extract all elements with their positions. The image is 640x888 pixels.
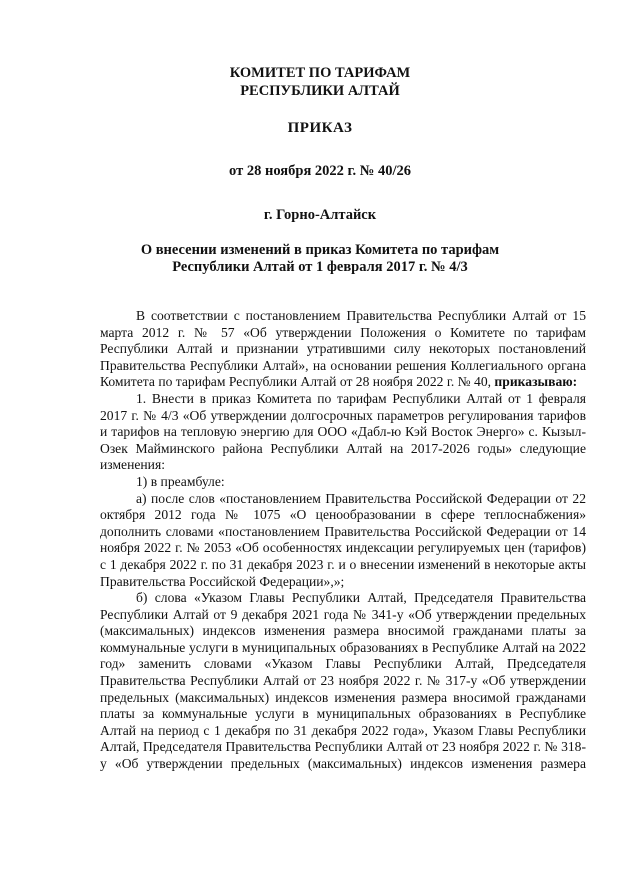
- order-keyword: приказываю:: [494, 374, 578, 390]
- paragraph-item-1: 1. Внести в приказ Комитета по тарифам Республики Алтай от 1 февраля 2017 г. № 4/3 «Об утверждении долгосрочных параметров регулирования тарифов и тарифов на тепловую энергию для ООО «Дабл-ю Кэй Восток Энерго» с. Кызыл-Озек Майминского района Республики Алтай на 2017-2026 годы» следующие изменения:: [100, 390, 586, 473]
- document-title: [0, 242, 640, 276]
- paragraph-subitem-a: а) после слов «постановлением Правительства Российской Федерации от 22 октября 2012 года № 1075 «О ценообразовании в сфере теплоснабжения» дополнить словами «постановлением Правительства Российской Федерации от 14 ноября 2022 г. № 2053 «Об особенностях индексации регулируемых цен (тарифов) с 1 декабря 2022 г. по 31 декабря 2023 г. и о внесении изменений в некоторые акты Правительства Российской Федерации»,»;: [100, 490, 586, 589]
- paragraph-subitem-1: 1) в преамбуле:: [136, 473, 225, 489]
- title-line-2: Республики Алтай от 1 февраля 2017 г. № 4/3: [172, 259, 468, 275]
- document-type: ПРИКАЗ: [287, 120, 353, 136]
- paragraph-preamble: [100, 308, 586, 391]
- org-line-1: КОМИТЕТ ПО ТАРИФАМ: [229, 65, 411, 81]
- date-and-number: от 28 ноября 2022 г. № 40/26: [229, 163, 411, 179]
- paragraph-subitem-b: б) слова «Указом Главы Республики Алтай, Председателя Правительства Республики Алтай от 9 декабря 2021 года № 341-у «Об утверждении предельных (максимальных) индексов изменения размера вносимой гражданами платы за коммунальные услуги в муниципальных образованиях в Республике Алтай на 2022 год» заменить словами «Указом Главы Республики Алтай, Председателя Правительства Республики Алтай от 23 ноября 2022 г. № 317-у «Об утверждении предельных (максимальных) индексов изменения размера вносимой гражданами платы за коммунальные услуги в муниципальных образованиях в Республике Алтай на период с 1 декабря по 31 декабря 2022 года», Указом Главы Республики Алтай, Председателя Правительства Республики Алтай от 23 ноября 2022 г. № 318-у «Об утверждении предельных (максимальных) индексов изменения размера: [100, 590, 586, 772]
- document-body: [100, 308, 586, 773]
- issuing-organization: [0, 64, 640, 100]
- title-line-1: О внесении изменений в приказ Комитета по тарифам: [140, 242, 500, 258]
- city: г. Горно-Алтайск: [263, 207, 377, 223]
- org-line-2: РЕСПУБЛИКИ АЛТАЙ: [240, 83, 400, 99]
- preamble-text: В соответствии с постановлением Правительства Республики Алтай от 15 марта 2012 г. № 57 «Об утверждении Положения о Комитете по тарифам Республики Алтай и признании утратившими силу некоторых постановлений Правительства Республики Алтай», на основании решения Коллегиального органа Комитета по тарифам Республики Алтай от 28 ноября 2022 г. № 40,: [100, 308, 586, 390]
